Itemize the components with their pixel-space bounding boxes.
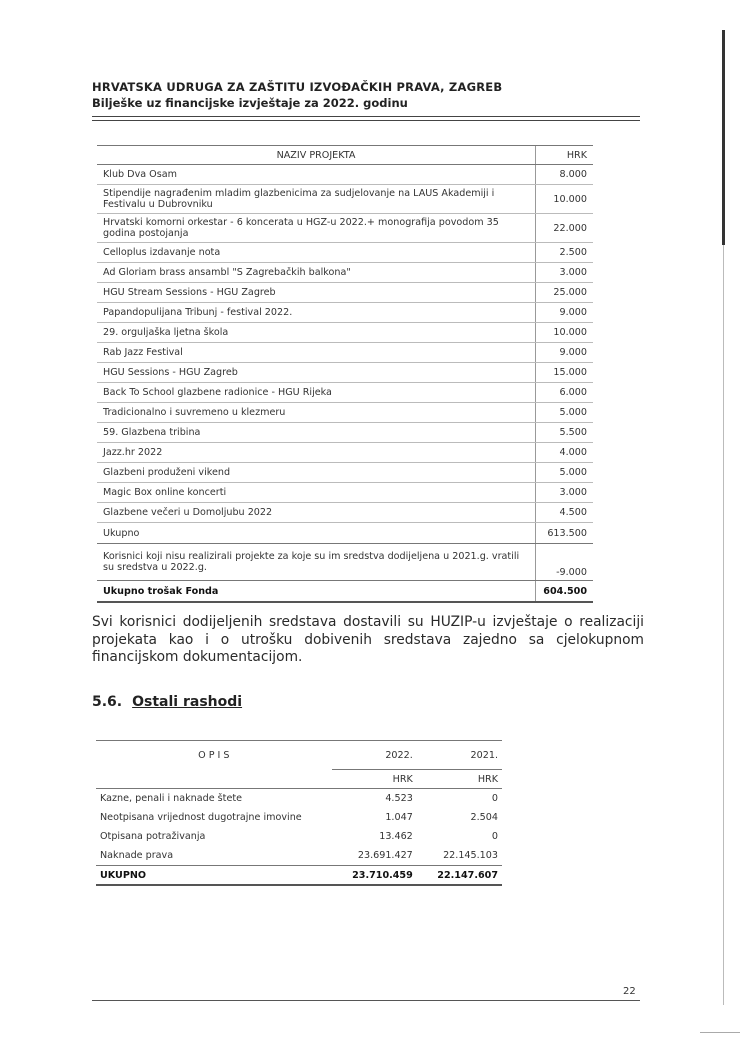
project-amount: 4.000 [536, 443, 594, 463]
section-heading [92, 694, 242, 710]
project-name: Magic Box online koncerti [97, 483, 536, 503]
footer-rule [92, 1000, 640, 1001]
project-amount: 9.000 [536, 303, 594, 323]
table-row [97, 214, 593, 243]
expense-description: Kazne, penali i naknade štete [100, 793, 243, 804]
unit-2022: HRK [332, 770, 417, 789]
value-2021: 22.145.103 [417, 846, 502, 866]
column-header-name: NAZIV PROJEKTA [97, 146, 536, 165]
table-row [97, 403, 593, 423]
project-amount: 10.000 [536, 185, 594, 214]
project-amount: 15.000 [536, 363, 594, 383]
scan-edge-line [700, 1032, 740, 1033]
project-amount: 2.500 [536, 243, 594, 263]
project-name: Back To School glazbene radionice - HGU Rijeka [97, 383, 536, 403]
section-number: 5.6. [92, 694, 123, 710]
page-number: 22 [623, 986, 636, 997]
project-name: Stipendije nagrađenim mladim glazbenicima za sudjelovanje na LAUS Akademiji i Festivalu u Dubrovniku [97, 185, 536, 214]
project-amount: 5.000 [536, 403, 594, 423]
header-rule [92, 120, 640, 121]
project-name: 59. Glazbena tribina [97, 423, 536, 443]
total-2022: 23.710.459 [332, 866, 417, 886]
total-label: Ukupno trošak Fonda [97, 581, 536, 603]
table-row [96, 808, 502, 827]
table-row [97, 303, 593, 323]
adjustment-label: Korisnici koji nisu realizirali projekte za koje su im sredstva dodijeljena u 2021.g. vratili su sredstva u 2022.g. [97, 544, 536, 581]
header-organization: HRVATSKA UDRUGA ZA ZAŠTITU IZVOĐAČKIH PRAVA, ZAGREB [92, 80, 503, 94]
total-2021: 22.147.607 [417, 866, 502, 886]
column-header-2022: 2022. [332, 741, 417, 770]
project-amount: 10.000 [536, 323, 594, 343]
table-row [97, 343, 593, 363]
table-row [97, 165, 593, 185]
project-amount: 5.500 [536, 423, 594, 443]
project-name: Tradicionalno i suvremeno u klezmeru [97, 403, 536, 423]
section-title: Ostali rashodi [132, 694, 243, 710]
table-row [97, 463, 593, 483]
document-header [92, 80, 652, 110]
project-name: HGU Sessions - HGU Zagreb [97, 363, 536, 383]
value-2021: 2.504 [470, 812, 498, 823]
scan-edge-mark [722, 30, 725, 245]
column-header-description: O P I S [96, 741, 332, 770]
table-row [97, 185, 593, 214]
scan-edge-line [723, 245, 724, 1005]
total-label: UKUPNO [96, 866, 332, 886]
project-amount: 9.000 [536, 343, 594, 363]
header-rule [92, 116, 640, 117]
project-name: 29. orguljaška ljetna škola [97, 323, 536, 343]
table-row [97, 503, 593, 523]
table-row [97, 283, 593, 303]
subtotal-row [97, 523, 593, 544]
expense-description: Naknade prava [96, 846, 332, 866]
expense-description: Otpisana potraživanja [100, 831, 206, 842]
total-amount: 604.500 [536, 581, 594, 603]
project-name: Klub Dva Osam [97, 165, 536, 185]
project-name: Hrvatski komorni orkestar - 6 koncerata u HGZ-u 2022.+ monografija povodom 35 godina postojanja [97, 214, 536, 243]
project-name: Ad Gloriam brass ansambl "S Zagrebačkih balkona" [97, 263, 536, 283]
project-amount: 22.000 [536, 214, 594, 243]
project-amount: 6.000 [536, 383, 594, 403]
expenses-table [96, 740, 502, 886]
table-row [97, 243, 593, 263]
subtotal-label: Ukupno [97, 523, 536, 544]
value-2022: 23.691.427 [332, 846, 417, 866]
project-name: Rab Jazz Festival [97, 343, 536, 363]
unit-2021: HRK [417, 770, 502, 789]
table-row [97, 423, 593, 443]
project-name: Jazz.hr 2022 [97, 443, 536, 463]
total-row [96, 866, 502, 886]
table-row [97, 483, 593, 503]
projects-table [97, 145, 593, 603]
value-2021: 0 [491, 793, 498, 804]
table-row [96, 789, 502, 809]
project-name: HGU Stream Sessions - HGU Zagreb [97, 283, 536, 303]
table-row [97, 443, 593, 463]
header-subtitle: Bilješke uz financijske izvještaje za 2022. godinu [92, 96, 408, 110]
table-row [97, 263, 593, 283]
project-name: Glazbeni produženi vikend [97, 463, 536, 483]
adjustment-row [97, 544, 593, 581]
units-row [96, 770, 502, 789]
project-amount: 8.000 [536, 165, 594, 185]
value-2021: 0 [491, 831, 498, 842]
adjustment-amount: -9.000 [536, 544, 594, 581]
total-row [97, 581, 593, 603]
expenses-table-header [96, 741, 502, 770]
table-row [96, 827, 502, 846]
table-row [97, 383, 593, 403]
units-spacer [96, 770, 332, 789]
project-amount: 3.000 [536, 263, 594, 283]
table-row [96, 846, 502, 866]
project-amount: 3.000 [536, 483, 594, 503]
projects-table-header [97, 146, 593, 165]
table-row [97, 363, 593, 383]
expense-description: Neotpisana vrijednost dugotrajne imovine [100, 812, 302, 823]
value-2022: 1.047 [385, 812, 413, 823]
project-amount: 5.000 [536, 463, 594, 483]
column-header-amount: HRK [536, 146, 594, 165]
project-amount: 25.000 [536, 283, 594, 303]
project-name: Papandopulijana Tribunj - festival 2022. [97, 303, 536, 323]
table-row [97, 323, 593, 343]
column-header-2021: 2021. [417, 741, 502, 770]
value-2022: 13.462 [379, 831, 413, 842]
project-name: Celloplus izdavanje nota [97, 243, 536, 263]
body-paragraph: Svi korisnici dodijeljenih sredstava dostavili su HUZIP-u izvještaje o realizaciji projekata kao i o utrošku dobivenih sredstava zajedno sa cjelokupnom financijskom dokumentacijom. [92, 614, 644, 665]
project-amount: 4.500 [536, 503, 594, 523]
project-name: Glazbene večeri u Domoljubu 2022 [97, 503, 536, 523]
value-2022: 4.523 [385, 793, 413, 804]
subtotal-amount: 613.500 [536, 523, 594, 544]
